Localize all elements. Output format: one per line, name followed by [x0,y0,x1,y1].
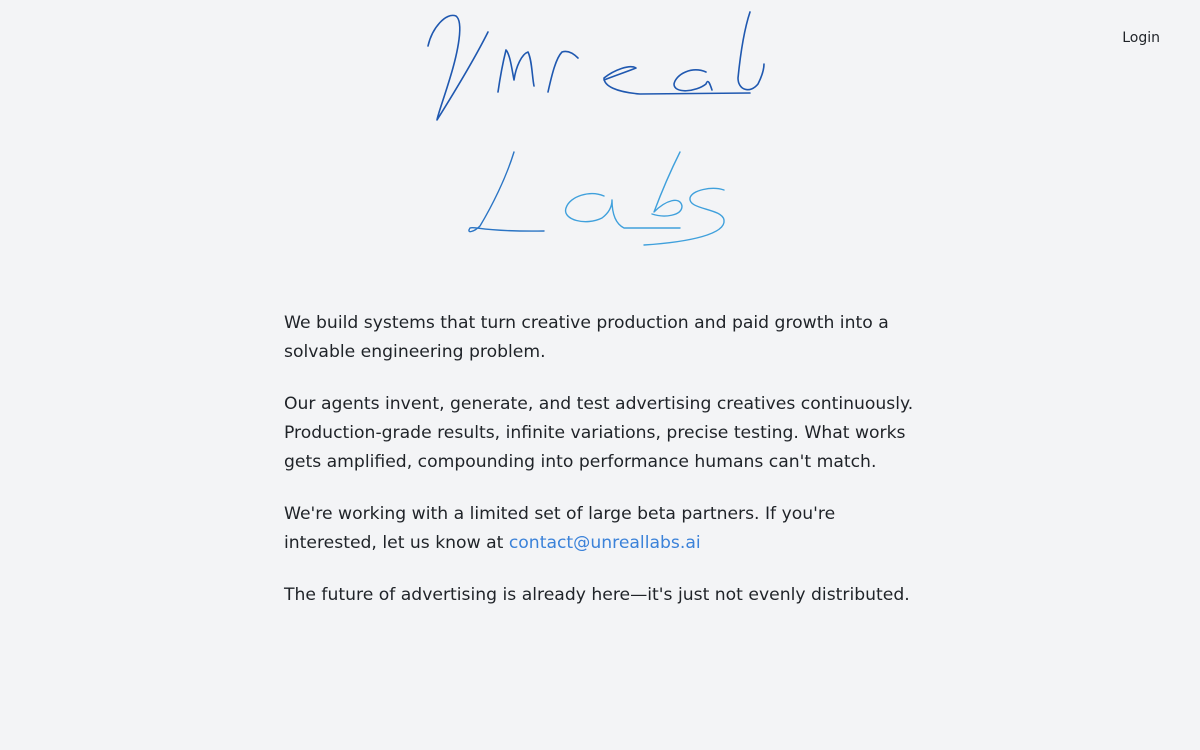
logo-line-unreal [428,12,764,120]
future-paragraph: The future of advertising is already here—it's just not evenly distributed. [284,585,910,605]
login-link[interactable]: Login [1122,30,1160,46]
intro-paragraph: We build systems that turn creative production and paid growth into a solvable engineering problem. [284,313,889,362]
contact-email-link[interactable]: contact@unreallabs.ai [508,533,701,553]
unreal-labs-logo [0,0,1200,260]
beta-paragraph [284,500,914,558]
agents-paragraph: Our agents invent, generate, and test advertising creatives continuously. Production-grade results, infinite variations, precise testing. What works gets amplified, compounding into performance humans can't match. [284,394,914,472]
beta-text: We're working with a limited set of large beta partners. If you're interested, let us know at [284,504,836,553]
main-content [284,309,914,633]
logo-line-labs [469,152,724,245]
